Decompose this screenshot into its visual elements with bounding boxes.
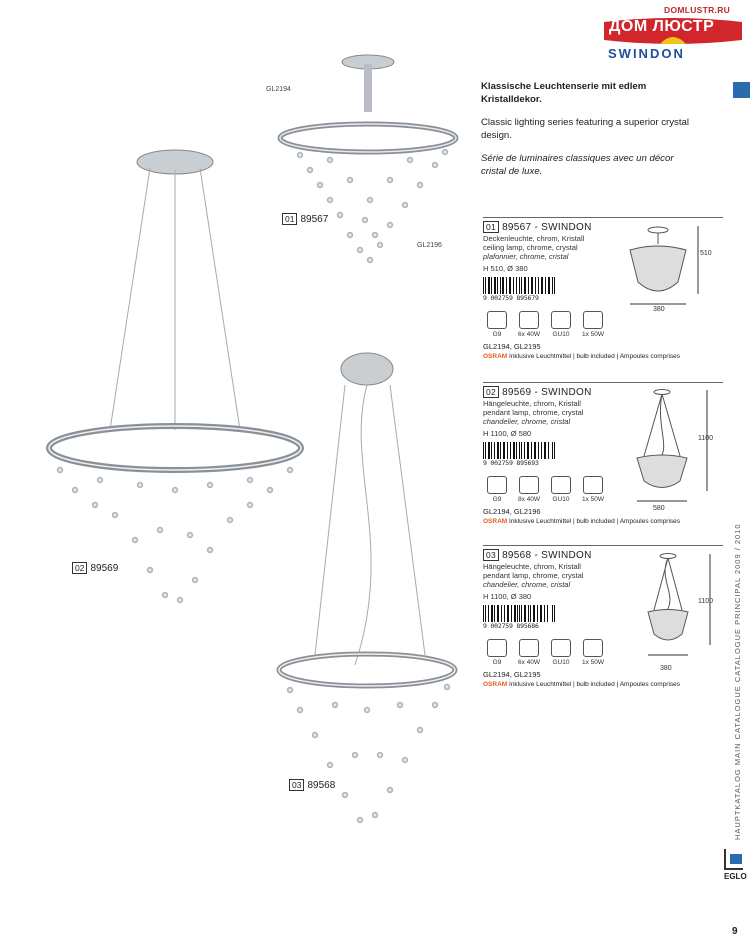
product-name: 89567 - SWINDON [502, 222, 592, 233]
barcode-number: 9 002759 895686 [483, 622, 558, 630]
image-code: 89567 [300, 214, 329, 225]
icon-label: GU10 [552, 659, 570, 667]
image-label-02 [72, 562, 118, 574]
section-tab [733, 82, 750, 98]
icon-label: 1x 50W [581, 331, 605, 339]
product-image-89568 [275, 345, 470, 835]
icon-socket [483, 311, 511, 338]
icon-bulbs [515, 639, 543, 666]
osram-text: Inklusive Leuchtmittel | bulb included | Ampoules comprises [509, 353, 681, 361]
icon-gu10 [547, 639, 575, 666]
osram-line [483, 518, 723, 525]
osram-text: Inklusive Leuchtmittel | bulb included | Ampoules comprises [509, 518, 681, 526]
icon-spot [579, 639, 607, 666]
gl-label-bottom: GL2196 [417, 242, 442, 249]
intro-german: Klassische Leuchtenserie mit edlem Kristalldekor. [481, 81, 647, 105]
icon-spot [579, 311, 607, 338]
gl-label-top: GL2194 [266, 86, 291, 93]
icon-label: G9 [492, 659, 502, 667]
sketch-width: 580 [653, 505, 665, 512]
spot-bulb-icon [583, 311, 603, 329]
product-name: 89568 - SWINDON [502, 550, 592, 561]
icon-bulbs [515, 476, 543, 503]
gu10-socket-icon [551, 311, 571, 329]
icon-label: 6x 40W [517, 659, 541, 667]
divider [483, 545, 723, 546]
desc-french: plafonnier, chrome, cristal [483, 251, 569, 261]
accessory-codes: GL2194, GL2195 [483, 342, 541, 352]
socket-icon [487, 639, 507, 657]
icon-label: G9 [492, 496, 502, 504]
sketch-width: 380 [653, 306, 665, 313]
product-dimensions: H 1100, Ø 580 [483, 429, 532, 439]
icon-label: GU10 [552, 331, 570, 339]
image-number: 01 [282, 213, 297, 225]
icon-socket [483, 639, 511, 666]
desc-german: Hängeleuchte, chrom, Kristall [483, 562, 581, 571]
accessory-codes: GL2194, GL2196 [483, 507, 541, 517]
sketch-89567 [618, 222, 718, 317]
barcode [483, 277, 558, 301]
divider [483, 217, 723, 218]
accessory-codes: GL2194, GL2195 [483, 670, 541, 680]
product-number: 01 [483, 221, 499, 233]
barcode-number: 9 002759 895679 [483, 294, 558, 302]
sketch-width: 380 [660, 665, 672, 672]
intro-english: Classic lighting series featuring a superior crystal design. [481, 117, 689, 141]
product-dimensions: H 1100, Ø 380 [483, 592, 532, 602]
product-number: 02 [483, 386, 499, 398]
sketch-89568 [628, 550, 723, 665]
osram-text: Inklusive Leuchtmittel | bulb included | Ampoules comprises [509, 681, 681, 689]
socket-icon [487, 311, 507, 329]
icon-gu10 [547, 476, 575, 503]
icon-label: 1x 50W [581, 659, 605, 667]
bulb-icon [519, 639, 539, 657]
logo-name: ДОМ ЛЮСТР [609, 18, 715, 35]
product-dimensions: H 510, Ø 380 [483, 264, 528, 274]
eglo-logo-icon [724, 848, 744, 870]
icon-label: 6x 40W [517, 331, 541, 339]
image-label-03 [289, 779, 335, 791]
catalog-vertical-text: HAUPTKATALOG MAIN CATALOGUE CATALOGUE PRINCIPAL 2009 / 2010 [733, 523, 742, 840]
spot-bulb-icon [583, 476, 603, 494]
site-url: DOMLUSTR.RU [664, 5, 731, 15]
desc-french: chandelier, chrome, cristal [483, 416, 571, 426]
desc-french: chandelier, chrome, cristal [483, 579, 571, 589]
icon-label: GU10 [552, 496, 570, 504]
desc-german: Deckenleuchte, chrom, Kristall [483, 234, 585, 243]
logo-subtitle: SWINDON [608, 46, 685, 61]
sketch-height: 1100 [698, 598, 714, 605]
icon-socket [483, 476, 511, 503]
product-name: 89569 - SWINDON [502, 387, 592, 398]
sketch-height: 1100 [698, 435, 714, 442]
icon-label: 1x 50W [581, 496, 605, 504]
sketch-height: 510 [700, 250, 712, 257]
bulb-icon [519, 476, 539, 494]
brand-name: EGLO [724, 872, 747, 881]
desc-english: ceiling lamp, chrome, crystal [483, 242, 578, 252]
image-code: 89568 [307, 780, 336, 791]
bulb-icon [519, 311, 539, 329]
osram-logo: OSRAM [483, 681, 508, 689]
icon-label: G9 [492, 331, 502, 339]
icon-bulbs [515, 311, 543, 338]
product-number: 03 [483, 549, 499, 561]
gu10-socket-icon [551, 639, 571, 657]
product-image-89569 [40, 140, 310, 620]
spot-bulb-icon [583, 639, 603, 657]
osram-logo: OSRAM [483, 518, 508, 526]
osram-line [483, 681, 723, 688]
divider [483, 382, 723, 383]
desc-english: pendant lamp, chrome, crystal [483, 407, 584, 417]
barcode-number: 9 002759 895693 [483, 459, 558, 467]
intro-french: Série de luminaires classiques avec un décor cristal de luxe. [481, 153, 674, 177]
image-number: 03 [289, 779, 304, 791]
icon-label: 8x 40W [517, 496, 541, 504]
barcode [483, 605, 558, 629]
icon-spot [579, 476, 607, 503]
image-number: 02 [72, 562, 87, 574]
sketch-89569 [622, 386, 722, 516]
desc-german: Hängeleuchte, chrom, Kristall [483, 399, 581, 408]
desc-english: pendant lamp, chrome, crystal [483, 570, 584, 580]
socket-icon [487, 476, 507, 494]
gu10-socket-icon [551, 476, 571, 494]
page-number: 9 [732, 926, 738, 937]
icon-gu10 [547, 311, 575, 338]
barcode [483, 442, 558, 466]
osram-line [483, 353, 723, 360]
osram-logo: OSRAM [483, 353, 508, 361]
image-code: 89569 [90, 563, 119, 574]
